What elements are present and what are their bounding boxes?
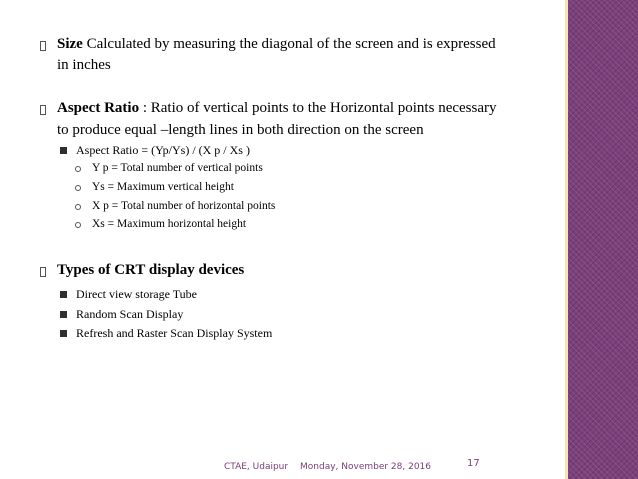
bullet-icon: [40, 41, 46, 51]
circle-bullet-icon: [75, 204, 81, 210]
circle-bullet-icon: [75, 185, 81, 191]
aspect-ratio-term: Aspect Ratio: [57, 100, 140, 116]
size-description: Calculated by measuring the diagonal of the screen and is expressed: [82, 36, 496, 52]
square-bullet-icon: [60, 147, 67, 154]
footer-date: Monday, November 28, 2016: [300, 462, 432, 472]
footer-org: CTAE, Udaipur: [224, 462, 289, 472]
bullet-icon: [40, 105, 46, 115]
aspect-ratio-description: : Ratio of vertical points to the Horizontal points necessary: [139, 100, 497, 116]
bullet-icon: [40, 267, 46, 277]
definition-xp: X p = Total number of horizontal points: [92, 200, 276, 212]
crt-type-random-scan: Random Scan Display: [76, 307, 184, 321]
size-description-continued: in inches: [57, 57, 111, 73]
square-bullet-icon: [60, 311, 67, 318]
square-bullet-icon: [60, 291, 67, 298]
bullet-size: [57, 36, 496, 53]
definition-ys: Ys = Maximum vertical height: [92, 181, 234, 193]
heading-crt-types: Types of CRT display devices: [57, 262, 245, 278]
definition-xs: Xs = Maximum horizontal height: [92, 218, 247, 230]
aspect-ratio-formula: Aspect Ratio = (Yp/Ys) / (X p / Xs ): [76, 143, 250, 157]
square-bullet-icon: [60, 330, 67, 337]
size-term: Size: [57, 36, 83, 52]
circle-bullet-icon: [75, 166, 81, 172]
definition-yp: Y p = Total number of vertical points: [92, 162, 263, 174]
circle-bullet-icon: [75, 222, 81, 228]
crt-type-raster-scan: Refresh and Raster Scan Display System: [76, 326, 273, 340]
decorative-sidebar: [568, 0, 638, 479]
crt-type-dvst: Direct view storage Tube: [76, 287, 197, 301]
aspect-ratio-description-continued: to produce equal –length lines in both direction on the screen: [57, 122, 424, 138]
bullet-aspect-ratio: [57, 100, 497, 117]
page-number: 17: [467, 458, 480, 469]
